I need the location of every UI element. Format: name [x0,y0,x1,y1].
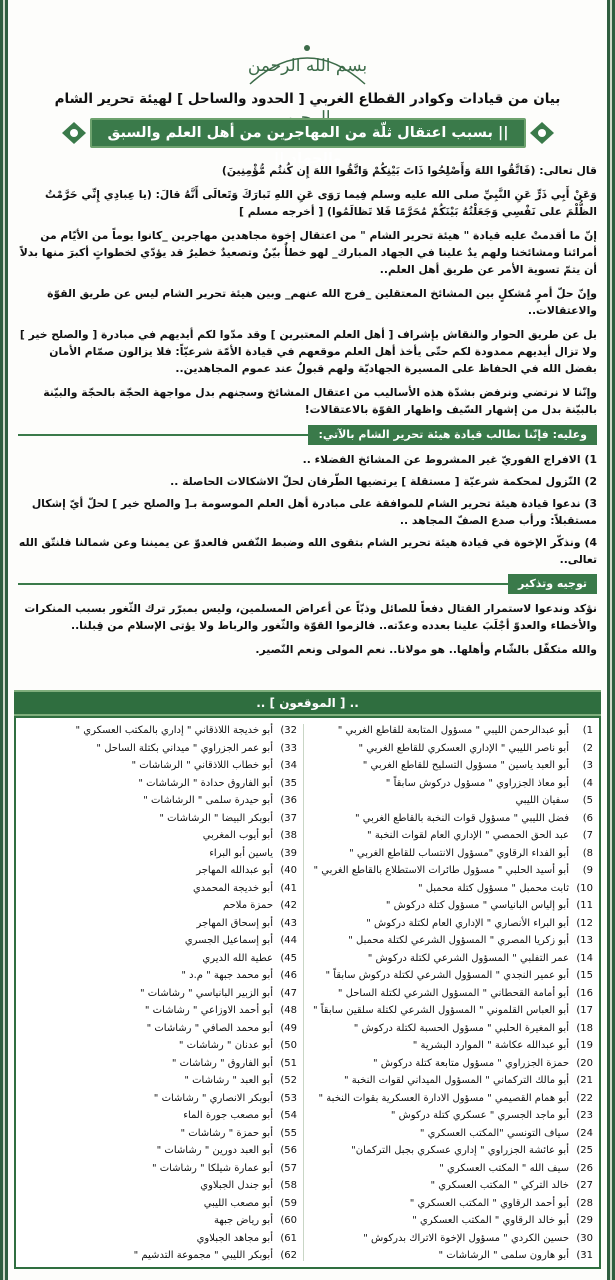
signer-name: أبو أحمد الاوزاعي " رشاشات " [144,1005,273,1016]
signer-number: 48) [280,1005,297,1016]
signer-name: أبوبكر الانصاري " رشاشات " [153,1092,273,1104]
demands-list [18,451,597,568]
signer-row [25,775,297,793]
signer-row [305,1072,593,1090]
signer-name: أبو عبدالله المهاجر [196,865,273,876]
signer-row [305,932,593,950]
signer-number: 21) [576,1075,593,1086]
signer-name: أبو الفاروق " رشاشات " [171,1057,273,1069]
signer-number: 41) [280,882,297,894]
signer-name: أبو زكريا المصري " المسؤول الشرعي لكتلة محمبل " [348,935,569,946]
signer-row [25,1055,297,1073]
signer-row [305,950,593,968]
signer-name: أبوبكر البيضا " الرشاشات " [159,812,273,824]
signer-name: أبو حمزة " رشاشات " [180,1127,273,1139]
ornament-right-icon [528,119,558,147]
signer-number: 45) [280,952,297,964]
signer-name: أبو عمارة شيلكا " رشاشات " [151,1162,273,1174]
signer-row [25,1160,297,1178]
signer-row [305,1107,593,1125]
signer-number: 46) [280,970,297,981]
signer-row [25,1212,297,1230]
signer-name: سياف التونسي "المكتب العسكري " [419,1127,569,1139]
signer-name: أبو خطاب اللاذقاني " الرشاشات " [131,760,273,771]
signer-number: 20) [576,1057,593,1069]
statement-body [18,162,597,665]
signer-row [305,792,593,810]
signer-number: 10) [576,882,593,894]
signer-number: 19) [576,1040,593,1051]
signer-name: أبو عبدالرحمن الليبي " مسؤول المتابعة للقاطع الغربي " [337,725,569,736]
signer-row [305,1212,593,1230]
demand-item: 1)الافراج الفوريّ غير المشروط عن المشائخ الفضلاء .. [302,453,597,466]
signer-name: أبو أسيد الحلبي " مسؤول طائرات الاستطلاع بالقاطع الغربي " [313,865,569,876]
signer-name: أبو خديجة المحمدي [192,882,273,894]
signer-row [305,827,593,845]
signer-row [25,950,297,968]
signer-number: 52) [280,1075,297,1086]
signer-row [25,792,297,810]
signer-row [305,1195,593,1213]
signer-name: أبو أيوب المغربي [202,830,273,841]
signer-number: 51) [280,1057,297,1069]
signer-number: 58) [280,1180,297,1191]
signer-name: أبو عمر الجزراوي " ميداني بكتلة الساحل " [96,742,273,754]
signer-name: أبو إسماعيل الجسري [184,935,273,946]
column-divider [303,724,304,1261]
signer-number: 9) [582,865,593,876]
signer-row [25,915,297,933]
signer-number: 23) [576,1110,593,1121]
signer-name: أبو مصعب جورة الماء [183,1110,273,1121]
signer-name: خالد التركي " المكتب العسكري " [430,1180,569,1191]
demands-label: وعليه: فإنّنا نطالب قيادة هيئة تحرير الشام بالآتي: [308,425,597,445]
signer-name: أبو المغيرة الحلبي " مسؤول الحسبة لكتلة دركوش " [353,1022,569,1034]
signer-number: 43) [280,917,297,929]
signer-number: 37) [280,812,297,824]
signer-name: أبو عمير النجدي " المسؤول الشرعي لكتلة دركوش سابقاً " [325,970,569,981]
signer-name: أبو العبد " رشاشات " [184,1075,273,1086]
signer-number: 49) [280,1022,297,1034]
signer-row [25,897,297,915]
signer-number: 6) [582,812,593,824]
ornament-left-icon [58,119,88,147]
signer-number: 4) [582,777,593,789]
signer-name: أبو أمامة القحطاني " المسؤول الشرعي لكتلة الساحل " [337,987,569,999]
advice-text: نؤكد وندعوا لاستمرار القتال دفعاً للصائل وذبّاً عن أعراض المسلمين، وليس بمبرّر ترك الثّغور بسبب المنكرات والأخطاء والعدوّ أجْلَبَ علينا بعدده وعدّته.. فالزموا القوّة والثّغور والرباط ولا يؤتى الإسلام من قِبلنا.. [24,602,597,632]
signer-name: فضل الليبي " مسؤول قوات النخبة بالقاطع الغربي " [354,812,569,824]
signer-row [25,1177,297,1195]
signer-name: حسين الكردي " مسؤول الإخوة الاتراك بدركوش " [363,1232,569,1244]
signers-column-right [305,722,593,1265]
signers-column-left [25,722,297,1265]
signers-header: .. [ الموقعون ] .. [14,690,601,716]
signer-name: أبو هارون سلمى " الرشاشات " [438,1250,569,1261]
title-banner: || بسبب اعتقال ثلّة من المهاجرين من أهل العلم والسبق والجهاد || [90,118,526,148]
signer-name: أبو ماجد الجسري " عسكري كتلة دركوش " [390,1110,569,1121]
signer-name: أبو العباس القلموني " المسؤول الشرعي لكتلة سلقين سابقاً " [312,1005,569,1016]
demand-item: 4)ونذكّر الإخوة في قيادة هيئة تحرير الشام بتقوى الله وضبط النّفس فالعدوّ عن يميننا وعن شمالنا فلنتّق الله تعالى.. [18,536,597,566]
signer-number: 25) [576,1145,593,1156]
signer-name: سيف الله " المكتب العسكري " [439,1162,569,1174]
signer-row [305,775,593,793]
signer-row [305,810,593,828]
basmala-calligraphy [240,40,375,92]
signer-number: 22) [576,1092,593,1104]
signer-name: أبو همام القصيمي " مسؤول الادارة العسكرية بقوات النخبة " [318,1092,569,1104]
signer-number: 12) [576,917,593,929]
paragraph-dialogue: بل عن طريق الحوار والنقاش بإشراف [ أهل العلم المعتبرين ] وقد مدّوا لكم أيديهم في مبادرة [ والصلح خير ] ولا تزال أيديهم ممدودة لكم حتّى يأخذ أهل العلم موقعهم في قيادة الأمّة شرعيّاً: فلا يزالون صمّام الأمان بفضل الله في الحفاظ على المسيرة الجهاديّة ولهم قبولٌ عند عموم المجاهدين.. [19,328,597,375]
paragraph-arrest: إنّ ما أقدمتْ عليه قيادة " هيئة تحرير الشام " من اعتقال إخوة مجاهدين مهاجرين _كانوا يوماً من الأيّام من أمرائنا ومشائخنا ولهم يدٌ علينا في الجهاد المبارك_ لهو خطأٌ بيّنٌ وتصعيدٌ خطيرٌ قد يؤدّي لخطواتٍ أكبرَ منها بدلاً أن يتمّ تسوية الأمر عن طريق أهل العلم.. [19,229,597,276]
signer-number: 40) [280,865,297,876]
signer-name: أبو مالك التركماني " المسؤول الميداني لقوات النخبة " [344,1075,569,1086]
signer-name: أبو رياض جبهة [213,1215,273,1226]
advice-section-bar [18,574,597,594]
signer-row [25,1072,297,1090]
signer-row [305,1037,593,1055]
signer-number: 11) [576,900,593,911]
signer-number: 42) [280,900,297,911]
signer-name: أبوبكر الليبي " مجموعة التدشيم " [133,1250,273,1261]
signer-row [305,915,593,933]
basmala-frame-icon [240,40,375,92]
signer-row [305,985,593,1003]
signer-row [305,1247,593,1265]
signer-number: 36) [280,795,297,806]
signer-number: 34) [280,760,297,771]
signer-name: عمر التفلبي " المسؤول الشرعي لكتلة دركوش " [367,952,569,964]
signer-row [305,1055,593,1073]
signer-number: 24) [576,1127,593,1139]
signer-number: 28) [576,1197,593,1209]
signer-number: 31) [576,1250,593,1261]
signer-row [25,827,297,845]
signer-name: أبو محمد جبهة " م.د " [181,970,273,981]
signer-row [25,1020,297,1038]
signer-name: أبو ناصر الليبي " الإداري العسكري للقاطع الغربي " [358,742,569,754]
signer-number: 15) [576,970,593,981]
signer-row [25,740,297,758]
signer-row [25,757,297,775]
signer-name: أبو خديجة اللاذقاني " إداري بالمكتب العسكري " [75,725,273,736]
signer-row [25,845,297,863]
signer-name: أبو العبد دورين " رشاشات " [156,1145,273,1156]
signer-number: 61) [280,1232,297,1244]
signer-row [305,757,593,775]
signers-title: [ الموقعون ] [269,696,346,710]
signer-number: 35) [280,777,297,789]
signer-number: 30) [576,1232,593,1244]
closing-text: والله متكفّل بالشّام وأهلها.. هو مولانا.. نعم المولى ونعم النّصير. [255,643,597,656]
signer-number: 55) [280,1127,297,1139]
signer-name: أبو الزبير البانياسي " رشاشات " [139,987,273,999]
signer-name: أبو جندل الجبلاوي [200,1180,273,1191]
signer-name: أبو الفداء الرقاوي "مسؤول الانتساب للقاطع الغربي " [349,847,569,859]
signer-name: أبو محمد الصافي " رشاشات " [146,1022,273,1034]
signer-row [305,1020,593,1038]
signer-row [305,1177,593,1195]
signer-row [305,1230,593,1248]
signer-row [305,1002,593,1020]
signer-name: أبو مجاهد الجبلاوي [196,1232,273,1244]
signer-number: 60) [280,1215,297,1226]
signer-name: أبو خالد الرقاوي " المكتب العسكري " [412,1215,569,1226]
signer-row [25,862,297,880]
signer-row [305,880,593,898]
signer-name: عبد الحق الحمصي " الإداري العام لقوات النخبة " [367,830,569,841]
signer-number: 39) [280,847,297,859]
right-border [607,0,615,1280]
signer-row [305,967,593,985]
signer-row [25,985,297,1003]
signer-row [305,722,593,740]
signer-row [305,1125,593,1143]
signer-row [305,845,593,863]
signer-name: أبو حيدرة سلمى " الرشاشات " [143,795,273,806]
signer-name: أبو مصعب الليبي [203,1197,273,1209]
paragraph-rejection: وإنّنا لا نرتضي ونرفض بشدّة هذه الأساليب من اعتقال المشائخ وسجنهم بدل مواجهة الحجّة بالحجّة والبيّنة بالبيّنة بدل من إشهار السّيف واظهار القوّة بالاعتقالات! [43,386,597,416]
signer-name: أبو البراء الأنصاري " الإداري العام لكتلة دركوش " [366,917,569,929]
paragraph-solution: وإنّ حلّ أمرٍ مُشكلٍ بين المشائخ المعتقلين _فرج الله عنهم_ وبين هيئة تحرير الشام ليس عن طريق القوّة والاعتقالات.. [47,287,597,317]
signer-row [305,862,593,880]
signer-number: 29) [576,1215,593,1226]
hadith: وَعَنْ أَبِي ذَرٍّ عَنِ النَّبِيِّ صلى الله عليه وسلم فِيما رَوَى عَنِ اللهِ تَبارَكَ وَتَعالَى أَنَّهُ قالَ: (يا عِبادِي إِنِّي حَرَّمْتُ الظُّلْمَ على نَفْسِي وَجَعَلْتُهُ بَيْنَكُمْ مُحَرَّمًا فَلا تَظالَمُوا) [ أخرجه مسلم ] [44,188,597,218]
signer-name: سفيان الليبي [515,795,569,806]
signer-name: أبو إسحاق المهاجر [196,917,273,929]
advice-label: توجيه وتذكير [508,574,597,594]
signer-name: أبو عدنان " رشاشات " [178,1040,273,1051]
signer-number: 18) [576,1022,593,1034]
signer-number: 3) [582,760,593,771]
signer-name: حمزة ملاحم [222,900,273,911]
statement-heading: بيان من قيادات وكوادر القطاع الغربي [ الحدود والساحل ] لهيئة تحرير الشام [54,91,561,107]
signer-row [305,1090,593,1108]
signers-table [14,716,601,1269]
quran-verse: قال تعالى: (فَاتَّقُوا اللهَ وَأَصْلِحُوا ذَاتَ بَيْنِكُمْ وَاتَّقُوا اللهَ إِن كُنتُم مُّؤْمِنِينَ) [221,164,597,177]
signer-name: أبو أحمد الرقاوي " المكتب العسكري " [409,1197,569,1209]
signer-row [305,897,593,915]
signer-row [305,1142,593,1160]
signer-row [25,1195,297,1213]
signer-name: ثابت محمبل " مسؤول كتلة محمبل " [417,882,569,894]
signer-row [25,722,297,740]
signer-number: 59) [280,1197,297,1209]
signer-row [25,810,297,828]
signer-number: 38) [280,830,297,841]
signer-name: أبو الفاروق حدادة " الرشاشات " [138,777,273,789]
signer-name: أبو عبدالله عكاشة " الموارد البشرية " [412,1040,569,1051]
signer-name: ياسين أبو البراء [209,847,273,859]
signer-row [25,1247,297,1265]
basmala-text: بسم الله الرحمن [247,56,368,76]
signer-number: 7) [582,830,593,841]
signer-number: 53) [280,1092,297,1104]
signer-number: 47) [280,987,297,999]
signer-row [25,1090,297,1108]
signer-name: أبو إلياس البانياسي " مسؤول كتلة دركوش " [385,900,569,911]
demand-item: 2)النّزول لمحكمة شرعيّة [ مستقلة ] يرتضيها الطّرفان لحلّ الاشكالات الحاصلة .. [170,475,597,488]
signer-row [25,1230,297,1248]
signer-row [25,880,297,898]
signer-number: 44) [280,935,297,946]
signer-name: حمزة الجزراوي " مسؤول متابعة كتلة دركوش " [372,1057,569,1069]
signer-number: 14) [576,952,593,964]
signer-number: 62) [280,1250,297,1261]
signer-number: 57) [280,1162,297,1174]
signer-row [25,1142,297,1160]
demand-item: 3)ندعوا قيادة هيئة تحرير الشام للموافقة على مبادرة أهل العلم الموسومة بـ[ والصلح خير ] لحلّ أيّ إشكال مستقبلاً: ورأب صدع الصفّ المجاهد .. [31,497,597,527]
demands-section-bar [18,425,597,445]
signer-name: أبو معاذ الجزراوي " مسؤول دركوش سابقاً " [385,777,569,789]
signer-row [305,740,593,758]
signer-row [25,1125,297,1143]
signer-name: أبو العبد ياسين " مسؤول التسليح للقاطع الغربي " [362,760,569,771]
signer-number: 27) [576,1180,593,1191]
signer-number: 26) [576,1162,593,1174]
signer-name: أبو عائشة الجزراوي " إداري عسكري بجبل التركمان" [351,1145,569,1156]
signer-row [25,1107,297,1125]
signer-number: 50) [280,1040,297,1051]
signer-row [25,1002,297,1020]
signer-number: 5) [582,795,593,806]
signer-number: 16) [576,987,593,999]
signer-number: 13) [576,935,593,946]
left-border [0,0,8,1280]
signer-row [25,967,297,985]
signer-row [25,932,297,950]
signer-number: 1) [582,725,593,736]
signer-number: 17) [576,1005,593,1016]
signer-row [305,1160,593,1178]
signer-number: 54) [280,1110,297,1121]
signer-number: 8) [582,847,593,859]
signer-number: 33) [280,742,297,754]
signer-name: عطية الله الديري [202,952,273,964]
signer-number: 2) [582,742,593,754]
signer-number: 56) [280,1145,297,1156]
signer-number: 32) [280,725,297,736]
signer-row [25,1037,297,1055]
